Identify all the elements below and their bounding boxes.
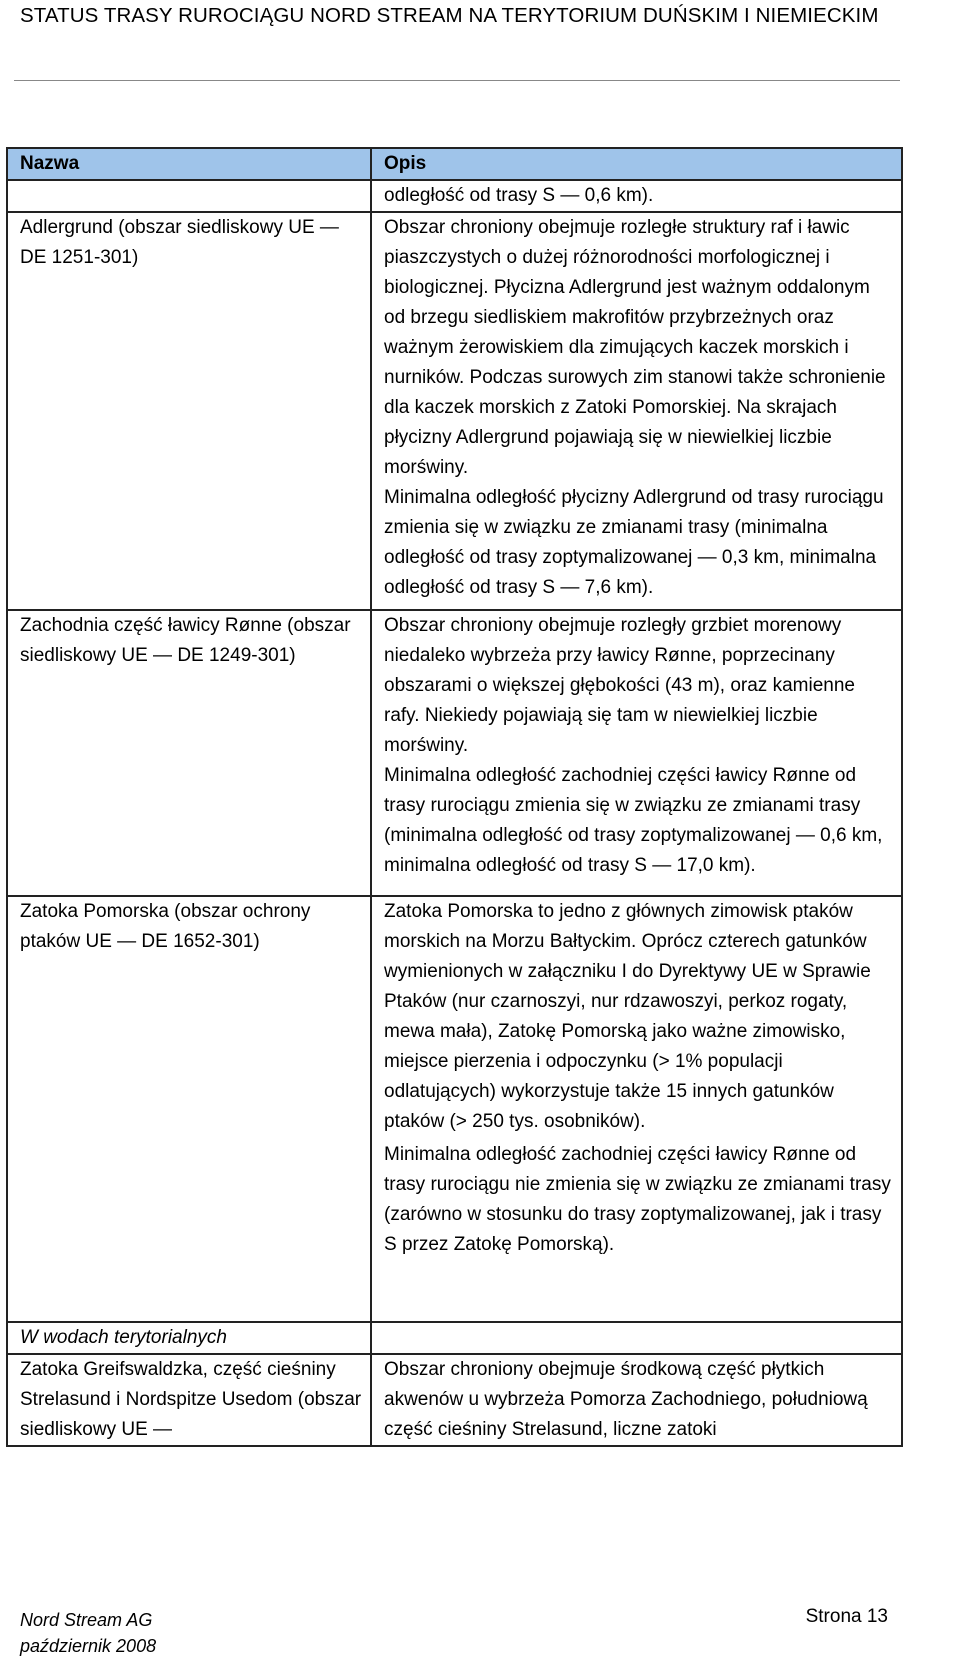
section-heading: W wodach terytorialnych (20, 1327, 227, 1348)
table-row-section (7, 1322, 902, 1354)
description-paragraph: Zatoka Pomorska to jedno z głównych zimowisk ptaków morskich na Morzu Bałtyckim. Oprócz czterech gatunków wymienionych w załączniku I do Dyrektywy UE w Sprawie Ptaków (nur czarnoszyi, nur rdzawoszyi, perkoz rogaty, mewa mała), Zatokę Pomorską jako ważne zimowisko, miejsce pierzenia i odpoczynku (> 1% populacji odlatujących) wykorzystuje także 15 innych gatunków ptaków (> 250 tys. osobników). (384, 901, 871, 1132)
table-row-continued (7, 180, 902, 212)
table-row (7, 896, 902, 1322)
table-header-row (7, 148, 902, 180)
page-header-title: STATUS TRASY RUROCIĄGU NORD STREAM NA TERYTORIUM DUŃSKIM I NIEMIECKIM (20, 4, 879, 27)
footer-page-number: Strona 13 (805, 1606, 888, 1627)
table-row (7, 212, 902, 610)
table-cell-description (371, 610, 902, 896)
table-cell-name: Adlergrund (obszar siedliskowy UE — DE 1251-301) (7, 212, 371, 610)
description-paragraph: Minimalna odległość zachodniej części ławicy Rønne od trasy rurociągu nie zmienia się w związku ze zmianami trasy (zarówno w stosunku do trasy zoptymalizowanej, jak i trasy S przez Zatokę Pomorską). (384, 1144, 891, 1255)
table-cell-description: odległość od trasy S — 0,6 km). (371, 180, 902, 212)
table-row (7, 1354, 902, 1446)
table-cell-section (7, 1322, 371, 1354)
column-header-description: Opis (371, 148, 902, 180)
description-paragraph: Obszar chroniony obejmuje środkową część płytkich akwenów u wybrzeża Pomorza Zachodniego, południową część cieśniny Strelasund, liczne zatoki (384, 1359, 868, 1440)
column-header-name: Nazwa (7, 148, 371, 180)
table-cell-name: Zatoka Greifswaldzka, część cieśniny Strelasund i Nordspitze Usedom (obszar siedliskowy UE — (7, 1354, 371, 1446)
table-cell-description (371, 896, 902, 1322)
table-cell-name: Zachodnia część ławicy Rønne (obszar siedliskowy UE — DE 1249-301) (7, 610, 371, 896)
description-paragraph: Obszar chroniony obejmuje rozległe struktury raf i ławic piaszczystych o dużej różnorodności morfologicznej i biologicznej. Płycizna Adlergrund jest ważnym oddalonym od brzegu siedliskiem makrofitów przybrzeżnych oraz ważnym żerowiskiem dla zimujących kaczek morskich i nurników. Podczas surowych zim stanowi także schronienie dla kaczek morskich z Zatoki Pomorskiej. Na skrajach płycizny Adlergrund pojawiają się w niewielkiej liczbie morświny. (384, 217, 886, 478)
footer-company: Nord Stream AG (20, 1610, 153, 1630)
table-cell-name: Zatoka Pomorska (obszar ochrony ptaków UE — DE 1652-301) (7, 896, 371, 1322)
description-paragraph: Minimalna odległość zachodniej części ławicy Rønne od trasy rurociągu zmienia się w związku ze zmianami trasy (minimalna odległość od trasy zoptymalizowanej — 0,6 km, minimalna odległość od trasy S — 17,0 km). (384, 765, 883, 876)
table-cell-description (371, 1354, 902, 1446)
table-cell-description (371, 1322, 902, 1354)
table-cell-name (7, 180, 371, 212)
header-divider (14, 80, 900, 81)
description-paragraph: Obszar chroniony obejmuje rozległy grzbiet morenowy niedaleko wybrzeża przy ławicy Rønne, poprzecinany obszarami o większej głębokości (43 m), oraz kamienne rafy. Niekiedy pojawiają się tam w niewielkiej liczbie morświny. (384, 615, 855, 756)
footer-date: październik 2008 (20, 1636, 157, 1656)
protected-areas-table (6, 147, 903, 1447)
table-row (7, 610, 902, 896)
description-paragraph: Minimalna odległość płycizny Adlergrund od trasy rurociągu zmienia się w związku ze zmianami trasy (minimalna odległość od trasy zoptymalizowanej — 0,3 km, minimalna odległość od trasy S — 7,6 km). (384, 487, 884, 598)
table-cell-description (371, 212, 902, 610)
